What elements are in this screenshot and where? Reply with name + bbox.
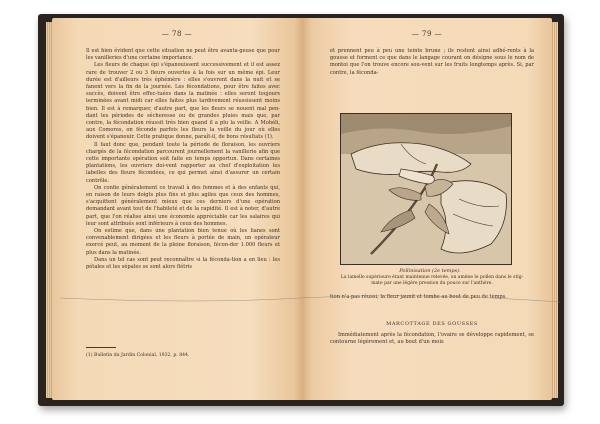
right-page-top-text	[330, 48, 534, 77]
right-page-edges	[552, 22, 558, 398]
left-page-number: — 78 —	[161, 30, 193, 38]
pollination-illustration	[340, 113, 512, 265]
paragraph: On estime que, dans une plantation bien tenue où les lianes sont convenablement dirigées et les fleurs à portée de main, un opérateur exercé peut, au moment de la pleine floraison, fécon-der 1.000 fleurs et plus dans la matinée.	[86, 228, 280, 256]
footnote-rule	[86, 347, 116, 348]
footnote: (1) Bulletin du Jardin Colonial, 1932, p. 844.	[86, 353, 190, 358]
figure-title: Pollinisation (2e temps).	[399, 268, 461, 274]
paragraph: Il faut donc que, pendant toute la période de floraison, les ouvriers chargés de la fécondation parcourent journellement la vanillerie afin que cette importante opération soit faite en temps opportun. Dans certaines plantations, les ouvriers doi-vent rapporter au chef d'exploitation les labelles des fleurs fécondées, ce qui permet ainsi d'assurer un certain contrôle.	[86, 141, 280, 184]
paragraph: Dans un tel cas sont peut reconnaître si la féconda-tion a en lieu : les pétales et les sépales se sont alors flétris	[86, 256, 280, 271]
left-page-body	[86, 48, 280, 271]
hands-flower-drawing	[341, 114, 511, 264]
open-book	[38, 14, 564, 406]
section-heading: MARCOTTAGE DES GOUSSES	[386, 321, 478, 327]
right-page-after-figure	[330, 294, 534, 301]
paragraph: tion n'a pas réussi, la fleur jaunit et tombe au bout de peu de temps.	[330, 294, 507, 300]
paragraph: Il est bien évident que cette situation ne peut être avanta-geuse que pour les vanilleries d'une certaine importance.	[86, 48, 280, 62]
paragraph: Immédiatement après la fécondation, l'ovaire se développe rapidement, se contourne légèrement et, au bout d'un mois	[330, 332, 534, 346]
paragraph: Les fleurs de chaque épi s'épanouissent successivement et il est assez rare de trouver 2 ou 3 fleurs ouvertes à la fois sur un même épi. Leur durée est d'ailleurs très éphémère : elles s'ouvrent dans la nuit et se fanent vers la fin de la journée. Les fécondations, pour être faites avec succès, doivent être effec-tuées dans la matinée : elles seront toujours terminées avant midi car elles faites plus tardivement réussissent moins bien. Il est à remarquer, d'autre part, que les fleurs se nouent mal pen-dant les périodes de sécheresse ou de grandes pluies mais que, par contre, la fécondation réussit très bien quand il a plu la veille. A Mohéli, aux Comores, on féconde parfois les fleurs la veille du jour où elles doivent s'épanouir. Cette pratique donne, paraît-il, de bons résultats (1).	[86, 62, 280, 141]
paragraph: et prennent peu à peu une teinte brune ; ils restent ainsi adhé-rents à la gousse et forment ce que dans le langage courant on désigne sous le nom de montoi que l'on trouve encore sou-vent sur les fruits longtemps après. Si, par contre, la féconda-	[330, 48, 534, 76]
right-page-number: — 79 —	[411, 30, 443, 38]
figure-caption: La lamelle supérieure étant maintenue relevée, on amène le pollen dans le stig-mate par une légère pression du pouce sur l'anthère.	[340, 275, 524, 286]
right-page-bottom-text	[330, 332, 534, 346]
left-page	[52, 18, 302, 400]
paragraph: On confie généralement ce travail à des femmes et à des enfants qui, en raison de leurs doigts plus fins et plus agiles que ceux des hommes, s'acquittent généralement mieux que ces derniers d'une opération demandant avant tout de l'habileté et de la rapidité. Il est à noter, d'autre part, que l'on réalise ainsi une économie appréciable car les salaires qui leur sont attribués sont inférieurs à ceux des hommes.	[86, 184, 280, 227]
right-page	[302, 18, 552, 400]
